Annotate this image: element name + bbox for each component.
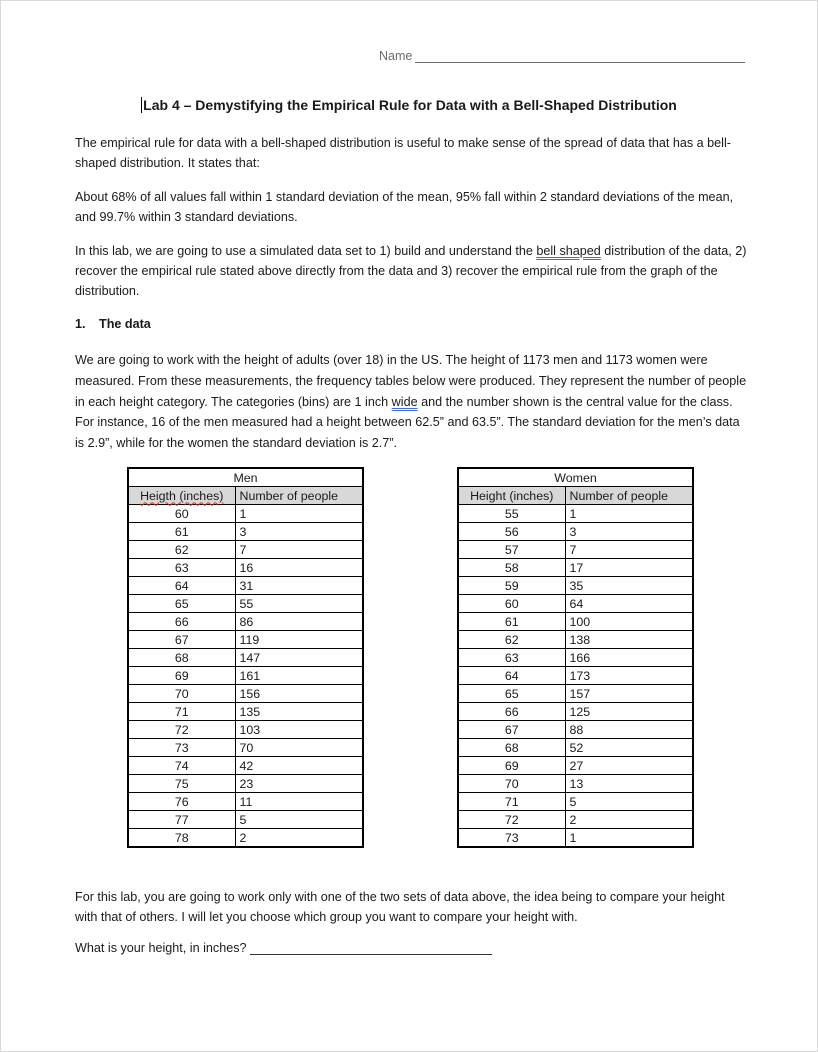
table-row xyxy=(128,757,363,775)
count-cell: 2 xyxy=(235,829,363,848)
table-row xyxy=(458,523,693,541)
table-row xyxy=(128,631,363,649)
men-height-header-text: Heigth (inches) xyxy=(140,488,224,503)
table-row xyxy=(128,559,363,577)
count-cell: 125 xyxy=(565,703,693,721)
count-cell: 5 xyxy=(235,811,363,829)
height-cell: 63 xyxy=(458,649,565,667)
section-title: The data xyxy=(99,317,151,331)
grammar-flag-bell-shaped: bell shaped xyxy=(536,244,601,258)
table-row xyxy=(458,613,693,631)
count-cell: 86 xyxy=(235,613,363,631)
table-row xyxy=(458,793,693,811)
count-cell: 16 xyxy=(235,559,363,577)
count-cell: 166 xyxy=(565,649,693,667)
men-count-header: Number of people xyxy=(235,487,363,505)
count-cell: 31 xyxy=(235,577,363,595)
section-number: 1. xyxy=(75,317,86,331)
table-row xyxy=(458,703,693,721)
table-row xyxy=(128,649,363,667)
count-cell: 2 xyxy=(565,811,693,829)
table-row xyxy=(128,595,363,613)
count-cell: 52 xyxy=(565,739,693,757)
height-cell: 61 xyxy=(458,613,565,631)
height-cell: 66 xyxy=(128,613,235,631)
table-row xyxy=(458,577,693,595)
table-row xyxy=(128,811,363,829)
data-paragraph-part-b: and the number shown is the central value for the class. For instance, 16 of the men measured had a height between 62.5” and 63.5”. The standard deviation for the men’s data is 2.9”, while for the women the standard deviation is 2.7”. xyxy=(75,394,740,451)
height-question-text: What is your height, in inches? xyxy=(75,941,247,955)
intro-paragraph-3 xyxy=(75,241,749,301)
table-row xyxy=(458,721,693,739)
count-cell: 1 xyxy=(565,505,693,523)
intro-paragraph-2: About 68% of all values fall within 1 standard deviation of the mean, 95% fall within 2 standard deviations of the mean, and 99.7% within 3 standard deviations. xyxy=(75,190,734,224)
table-row xyxy=(128,739,363,757)
table-row xyxy=(128,685,363,703)
count-cell: 103 xyxy=(235,721,363,739)
height-cell: 73 xyxy=(128,739,235,757)
count-cell: 5 xyxy=(565,793,693,811)
name-field xyxy=(379,49,745,63)
count-cell: 3 xyxy=(565,523,693,541)
count-cell: 147 xyxy=(235,649,363,667)
height-cell: 70 xyxy=(458,775,565,793)
height-cell: 72 xyxy=(128,721,235,739)
table-row xyxy=(458,541,693,559)
height-cell: 76 xyxy=(128,793,235,811)
height-cell: 65 xyxy=(128,595,235,613)
height-cell: 78 xyxy=(128,829,235,848)
height-cell: 69 xyxy=(458,757,565,775)
table-row xyxy=(458,631,693,649)
table-row xyxy=(128,829,363,848)
height-cell: 77 xyxy=(128,811,235,829)
height-cell: 62 xyxy=(128,541,235,559)
section-heading xyxy=(75,317,151,331)
table-row xyxy=(128,775,363,793)
count-cell: 11 xyxy=(235,793,363,811)
women-table-body xyxy=(458,505,693,848)
table-row xyxy=(128,505,363,523)
height-cell: 65 xyxy=(458,685,565,703)
count-cell: 13 xyxy=(565,775,693,793)
grammar-flag-wide: wide xyxy=(391,394,418,409)
count-cell: 42 xyxy=(235,757,363,775)
height-cell: 56 xyxy=(458,523,565,541)
table-row xyxy=(458,595,693,613)
count-cell: 64 xyxy=(565,595,693,613)
table-row xyxy=(458,559,693,577)
table-row xyxy=(128,523,363,541)
men-frequency-table xyxy=(127,467,364,848)
men-height-header xyxy=(128,487,235,505)
table-row xyxy=(128,667,363,685)
count-cell: 1 xyxy=(565,829,693,848)
count-cell: 3 xyxy=(235,523,363,541)
height-cell: 58 xyxy=(458,559,565,577)
count-cell: 156 xyxy=(235,685,363,703)
table-row xyxy=(458,811,693,829)
height-cell: 72 xyxy=(458,811,565,829)
count-cell: 157 xyxy=(565,685,693,703)
count-cell: 135 xyxy=(235,703,363,721)
table-row xyxy=(128,703,363,721)
count-cell: 100 xyxy=(565,613,693,631)
women-frequency-table xyxy=(457,467,694,848)
count-cell: 7 xyxy=(565,541,693,559)
height-cell: 66 xyxy=(458,703,565,721)
table-row xyxy=(128,613,363,631)
intro-paragraph-1: The empirical rule for data with a bell-shaped distribution is useful to make sense of the spread of data that has a bell-shaped distribution. It states that: xyxy=(75,136,731,170)
count-cell: 88 xyxy=(565,721,693,739)
height-cell: 67 xyxy=(458,721,565,739)
count-cell: 161 xyxy=(235,667,363,685)
table-row xyxy=(458,775,693,793)
count-cell: 27 xyxy=(565,757,693,775)
men-table-title: Men xyxy=(128,468,363,487)
closing-paragraph: For this lab, you are going to work only with one of the two sets of data above, the idea being to compare your height with that of others. I will let you choose which group you want to compare your height with. xyxy=(75,890,725,924)
height-cell: 64 xyxy=(458,667,565,685)
height-cell: 68 xyxy=(128,649,235,667)
data-paragraph xyxy=(75,350,749,454)
height-cell: 71 xyxy=(128,703,235,721)
height-cell: 57 xyxy=(458,541,565,559)
height-cell: 74 xyxy=(128,757,235,775)
table-row xyxy=(458,649,693,667)
table-row xyxy=(458,739,693,757)
height-cell: 69 xyxy=(128,667,235,685)
count-cell: 35 xyxy=(565,577,693,595)
height-cell: 75 xyxy=(128,775,235,793)
count-cell: 1 xyxy=(235,505,363,523)
height-cell: 60 xyxy=(128,505,235,523)
count-cell: 23 xyxy=(235,775,363,793)
height-cell: 70 xyxy=(128,685,235,703)
lab-title-text: Lab 4 – Demystifying the Empirical Rule for Data with a Bell-Shaped Distribution xyxy=(143,97,677,113)
height-cell: 60 xyxy=(458,595,565,613)
height-cell: 59 xyxy=(458,577,565,595)
count-cell: 138 xyxy=(565,631,693,649)
women-height-header: Height (inches) xyxy=(458,487,565,505)
data-paragraph-part-a: We are going to work with the height of adults (over 18) in the US. The height of 1173 men and 1173 women were measured. From these measurements, the frequency tables below were produced. They represent the number of people in each height category. The categories (bins) are 1 inch xyxy=(75,353,747,409)
height-cell: 64 xyxy=(128,577,235,595)
height-question xyxy=(75,941,492,955)
table-row xyxy=(128,793,363,811)
table-row xyxy=(128,721,363,739)
height-cell: 62 xyxy=(458,631,565,649)
height-cell: 67 xyxy=(128,631,235,649)
intro-p3-part-b: distribution of the data, 2) recover the empirical rule stated above directly from the data and 3) recover the empirical rule from the graph of the distribution. xyxy=(75,244,747,298)
height-cell: 55 xyxy=(458,505,565,523)
height-cell: 68 xyxy=(458,739,565,757)
height-cell: 61 xyxy=(128,523,235,541)
table-row xyxy=(458,667,693,685)
name-blank-line[interactable] xyxy=(415,50,745,63)
table-row xyxy=(458,757,693,775)
table-row xyxy=(458,829,693,848)
count-cell: 55 xyxy=(235,595,363,613)
count-cell: 119 xyxy=(235,631,363,649)
women-count-header: Number of people xyxy=(565,487,693,505)
intro-p3-part-a: In this lab, we are going to use a simulated data set to 1) build and understand the xyxy=(75,244,537,258)
table-row xyxy=(458,505,693,523)
table-row xyxy=(128,577,363,595)
height-cell: 63 xyxy=(128,559,235,577)
count-cell: 173 xyxy=(565,667,693,685)
table-row xyxy=(458,685,693,703)
count-cell: 70 xyxy=(235,739,363,757)
height-answer-line[interactable] xyxy=(250,942,492,955)
count-cell: 7 xyxy=(235,541,363,559)
count-cell: 17 xyxy=(565,559,693,577)
name-label: Name xyxy=(379,49,413,63)
height-cell: 73 xyxy=(458,829,565,848)
women-table-title: Women xyxy=(458,468,693,487)
height-cell: 71 xyxy=(458,793,565,811)
table-row xyxy=(128,541,363,559)
men-table-body xyxy=(128,505,363,848)
lab-title xyxy=(1,97,817,113)
